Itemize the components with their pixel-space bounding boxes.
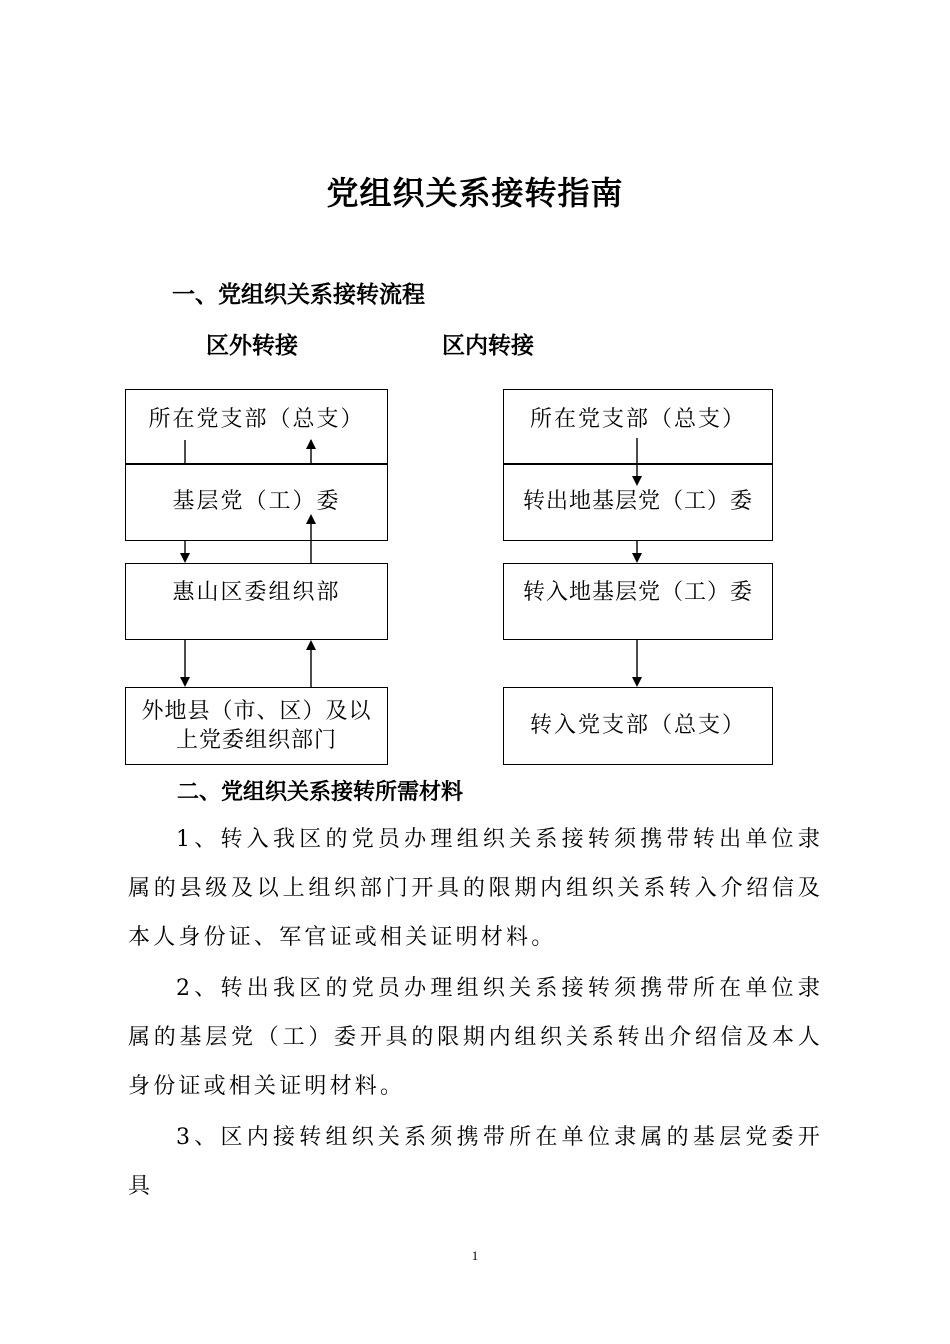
outside-box-external-org-dept (125, 687, 388, 765)
outside-box-grassroots-committee-label: 基层党（工）委 (172, 489, 341, 514)
outside-box-district-org-dept (125, 563, 388, 640)
inside-box-transfer-in-committee-label: 转入地基层党（工）委 (522, 580, 753, 605)
material-paragraph-1: 1、转入我区的党员办理组织关系接转须携带转出单位隶属的县级及以上组织部门开具的限期内组织关系转入介绍信及本人身份证、军官证或相关证明材料。 (128, 827, 823, 950)
label-outside-transfer: 区外转接 (206, 333, 298, 359)
outside-box-district-org-dept-label: 惠山区委组织部 (172, 580, 341, 605)
label-inside-transfer: 区内转接 (442, 333, 534, 359)
outside-box-branch-label: 所在党支部（总支） (148, 407, 365, 432)
outside-box-branch (125, 389, 388, 465)
material-paragraph-2: 2、转出我区的党员办理组织关系接转须携带所在单位隶属的基层党（工）委开具的限期内组织关系转出介绍信及本人身份证或相关证明材料。 (128, 976, 823, 1099)
section-heading-process: 一、党组织关系接转流程 (172, 282, 425, 308)
inside-box-transfer-in-committee (503, 563, 773, 640)
inside-box-transfer-out-committee-label: 转出地基层党（工）委 (522, 489, 753, 514)
outside-box-external-line1: 外地县（市、区）及以 (141, 699, 372, 724)
inside-box-branch (503, 389, 773, 465)
page-title: 党组织关系接转指南 (326, 174, 624, 212)
inside-box-transfer-in-branch-label: 转入党支部（总支） (529, 713, 746, 738)
section-heading-materials: 二、党组织关系接转所需材料 (177, 780, 464, 805)
inside-box-transfer-in-branch (503, 687, 773, 765)
outside-box-grassroots-committee (125, 463, 388, 541)
outside-box-external-line2: 上党委组织部门 (175, 728, 337, 753)
inside-box-branch-label: 所在党支部（总支） (529, 407, 746, 432)
material-paragraph-3: 3、区内接转组织关系须携带所在单位隶属的基层党委开具 (128, 1125, 823, 1199)
page-number: 1 (471, 1248, 479, 1263)
inside-box-transfer-out-committee (503, 463, 773, 541)
